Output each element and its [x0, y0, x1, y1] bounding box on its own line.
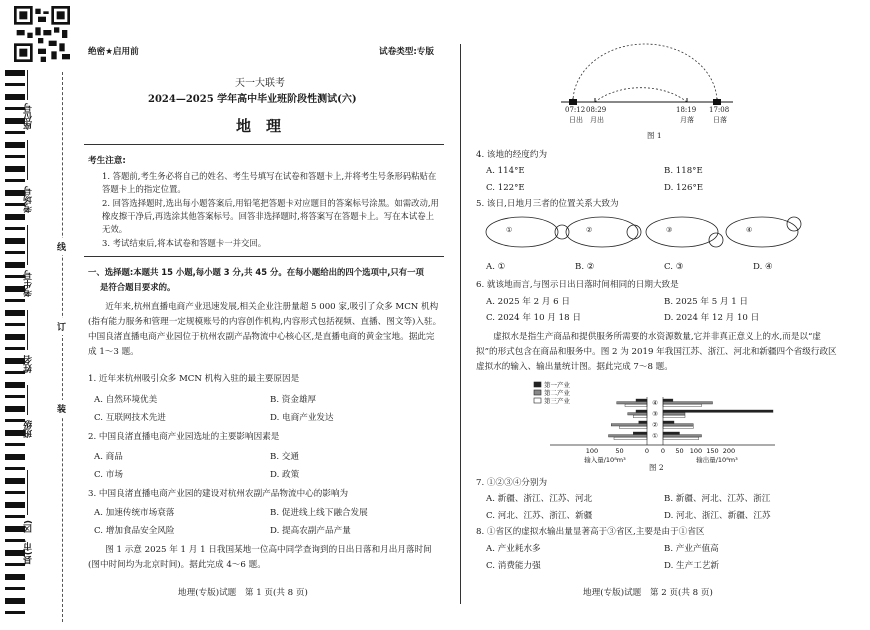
q6-option-d[interactable]: D. 2024 年 12 月 10 日 — [664, 313, 760, 323]
binding-label-room: 考场号 — [24, 186, 34, 213]
bar-input-4-1 — [633, 432, 647, 434]
q2-stem: 2. 中国良渚直播电商产业园选址的主要影响因素是 — [88, 432, 280, 442]
fig1-label-3: 月落 — [680, 116, 694, 124]
cut-line — [62, 72, 63, 622]
q1-option-c[interactable]: C. 互联网技术先进 — [94, 413, 166, 423]
tick-right-2: 100 — [689, 447, 703, 455]
orbit-1-label: ① — [506, 226, 513, 234]
tick-left-1: 100 — [585, 447, 599, 455]
orbit-2-label: ② — [586, 226, 593, 234]
bar-output-1-2 — [663, 402, 713, 404]
q3-option-c[interactable]: C. 增加食品安全风险 — [94, 526, 175, 536]
orbit-3-label: ③ — [666, 226, 673, 234]
q2-option-d[interactable]: D. 政策 — [270, 470, 300, 480]
tick-right-zero: 0 — [660, 447, 666, 455]
tick-left-zero: 0 — [644, 447, 650, 455]
section-heading-cont: 是符合题目要求的。 — [100, 282, 176, 292]
q7-option-a[interactable]: A. 新疆、浙江、江苏、河北 — [486, 494, 593, 504]
note-3: 3. 考试结束后,将本试卷和答题卡一并交回。 — [102, 238, 267, 248]
bar-output-2-3 — [663, 415, 685, 417]
bar-output-2-2 — [663, 413, 685, 415]
passage-3: 虚拟水是指生产商品和提供服务所需要的水资源数量,它并非真正意义上的水,而是以“虚拟”的形式包含在商品和服务中。图 2 为 2019 年我国江苏、浙江、河北和新疆四个省级行政区虚拟水的输入、输出量统计图。据此完成 7～8 题。 — [476, 332, 837, 372]
q4-option-c[interactable]: C. 122°E — [486, 183, 525, 193]
bar-input-2-3 — [633, 415, 647, 417]
q8-option-a[interactable]: A. 产业耗水多 — [486, 544, 541, 554]
bar-input-4-2 — [609, 435, 648, 437]
tick-right-4: 200 — [722, 447, 736, 455]
test-name: 2024—2025 学年高中毕业班阶段性测试(六) — [148, 94, 357, 105]
binding-strip — [0, 0, 76, 630]
orbit-4-label: ④ — [746, 226, 753, 234]
binding-label-county: 县(市、区) — [24, 520, 34, 565]
q8-option-d[interactable]: D. 生产工艺新 — [664, 561, 720, 571]
fig1-label-1: 日出 — [569, 116, 583, 124]
q3-option-d[interactable]: D. 提高农副产品产量 — [270, 526, 351, 536]
legend-label-2: 第二产业 — [544, 389, 570, 397]
row-label-1: ④ — [652, 399, 658, 407]
x-label-input: 输入量/10⁸m³ — [584, 456, 626, 464]
fig1-time-3: 18:19 — [676, 106, 697, 114]
cut-word-2: 订 — [57, 318, 66, 335]
bar-input-2-2 — [628, 413, 647, 415]
bar-output-3-1 — [663, 421, 674, 423]
q1-option-b[interactable]: B. 资金雄厚 — [270, 395, 317, 405]
figure-2-chart — [530, 379, 780, 471]
q4-option-b[interactable]: B. 118°E — [664, 166, 703, 176]
passage-1: 近年来,杭州直播电商产业迅速发展,相关企业注册量超 5 000 家,吸引了众多 MCN 机构(指有能力服务和管理一定规模账号的内容创作机构,内容形式包括视频、直播、图文等)入驻。中国良渚直播电商产业园位于杭州农副产品物流中心核心区,是直播电商的黄金宝地。据此完成 1～3 题。 — [88, 302, 442, 357]
bar-output-2-1 — [663, 410, 773, 412]
orbit-diagrams — [484, 212, 814, 252]
note-1: 1. 答题前,考生务必将自己的姓名、考生号填写在试卷和答题卡上,并将考生号条形码粘贴在答题卡上的指定位置。 — [102, 171, 437, 194]
q4-option-a[interactable]: A. 114°E — [486, 166, 525, 176]
q7-option-b[interactable]: B. 新疆、河北、江苏、浙江 — [664, 494, 771, 504]
fig2-caption: 图 2 — [649, 463, 664, 472]
column-divider — [460, 44, 461, 604]
q8-stem: 8. ①省区的虚拟水输出量显著高于③省区,主要是由于①省区 — [476, 527, 705, 537]
footer-left: 地理(专版)试题 第 1 页(共 8 页) — [178, 588, 308, 598]
bar-input-1-1 — [636, 399, 647, 401]
q1-option-d[interactable]: D. 电商产业发达 — [270, 413, 334, 423]
bar-input-3-2 — [611, 424, 647, 426]
tick-right-3: 150 — [706, 447, 719, 455]
cut-word-3: 装 — [57, 400, 66, 417]
row-label-2: ③ — [652, 410, 658, 418]
q4-option-d[interactable]: D. 126°E — [664, 183, 704, 193]
binding-label-name: 姓名 — [24, 355, 34, 373]
q1-stem: 1. 近年来杭州吸引众多 MCN 机构入驻的最主要原因是 — [88, 374, 300, 384]
bar-input-3-3 — [620, 426, 648, 428]
q1-option-a[interactable]: A. 自然环境优美 — [94, 395, 158, 405]
q2-option-b[interactable]: B. 交通 — [270, 452, 299, 462]
row-label-4: ① — [652, 432, 658, 440]
q3-option-b[interactable]: B. 促进线上线下融合发展 — [270, 508, 368, 518]
bar-output-4-2 — [663, 435, 702, 437]
section-heading: 一、选择题:本题共 15 小题,每小题 3 分,共 45 分。在每小题给出的四个选项中,只有一项 — [88, 267, 424, 277]
legend-label-3: 第三产业 — [544, 397, 570, 405]
legend-swatch-3 — [534, 398, 541, 403]
page-title: 地 理 — [236, 117, 282, 135]
bar-output-3-2 — [663, 424, 693, 426]
q7-option-d[interactable]: D. 河北、浙江、新疆、江苏 — [664, 511, 771, 521]
fig1-time-4: 17:08 — [709, 106, 730, 114]
q8-option-b[interactable]: B. 产业产值高 — [664, 544, 719, 554]
secret-label: 绝密★启用前 — [88, 47, 139, 57]
bar-output-3-3 — [663, 426, 693, 428]
fig1-label-4: 日落 — [713, 116, 727, 124]
row-label-3: ② — [652, 421, 658, 429]
q7-option-c[interactable]: C. 河北、江苏、浙江、新疆 — [486, 511, 593, 521]
notes-heading: 考生注意: — [88, 156, 126, 166]
q5-option-c[interactable]: C. ③ — [664, 262, 684, 272]
fig1-time-1: 07:12 — [565, 106, 586, 114]
q6-option-a[interactable]: A. 2025 年 2 月 6 日 — [486, 297, 570, 307]
binding-label-seat: 座位号 — [24, 103, 34, 130]
q7-stem: 7. ①②③④分别为 — [476, 478, 548, 488]
bar-output-4-1 — [663, 432, 680, 434]
q3-option-a[interactable]: A. 加速传统市场衰落 — [94, 508, 175, 518]
org-name: 天一大联考 — [235, 78, 285, 89]
bar-output-1-3 — [663, 404, 702, 406]
header-rule — [84, 144, 444, 145]
x-label-output: 输出量/10⁸m³ — [696, 456, 738, 464]
paper-type: 试卷类型:专版 — [379, 47, 434, 57]
legend-swatch-1 — [534, 382, 541, 387]
qr-code-icon — [14, 6, 70, 62]
binding-label-candidate: 考生号 — [24, 270, 34, 297]
q5-option-a[interactable]: A. ① — [486, 262, 506, 272]
tick-right-1: 50 — [675, 447, 684, 455]
binding-label-class: 班级 — [24, 420, 34, 438]
bar-input-2-1 — [636, 410, 647, 412]
notes-rule — [84, 256, 444, 257]
bar-output-4-3 — [663, 437, 699, 439]
q2-option-c[interactable]: C. 市场 — [94, 470, 123, 480]
passage-2: 图 1 示意 2025 年 1 月 1 日我国某地一位高中同学查询到的日出日落和月出月落时间(图中时间均为北京时间)。据此完成 4～6 题。 — [88, 545, 432, 570]
q5-option-b[interactable]: B. ② — [575, 262, 595, 272]
q3-stem: 3. 中国良渚直播电商产业园的建设对杭州农副产品物流中心的影响为 — [88, 489, 349, 499]
note-2: 2. 回答选择题时,选出每小题答案后,用铅笔把答题卡对应题目的答案标号涂黑。如需改动,用橡皮擦干净后,再选涂其他答案标号。回答非选择题时,将答案写在答题卡上。写在本试卷上无效。 — [102, 198, 439, 234]
fig1-caption: 图 1 — [647, 131, 662, 140]
q5-stem: 5. 该日,日地月三者的位置关系大致为 — [476, 199, 619, 209]
q6-option-c[interactable]: C. 2024 年 10 月 18 日 — [486, 313, 581, 323]
tick-left-2: 50 — [615, 447, 624, 455]
q2-option-a[interactable]: A. 商品 — [94, 452, 123, 462]
bar-input-3-1 — [639, 421, 647, 423]
bar-output-1-1 — [663, 399, 673, 401]
q8-option-c[interactable]: C. 消费能力强 — [486, 561, 541, 571]
q6-stem: 6. 就该地而言,与图示日出日落时间相同的日期大致是 — [476, 280, 679, 290]
legend-label-1: 第一产业 — [544, 381, 570, 389]
bar-input-1-3 — [625, 404, 647, 406]
q4-stem: 4. 该地的经度约为 — [476, 150, 548, 160]
footer-right: 地理(专版)试题 第 2 页(共 8 页) — [583, 588, 713, 598]
bar-input-1-2 — [617, 402, 647, 404]
bar-input-4-3 — [614, 437, 647, 439]
q6-option-b[interactable]: B. 2025 年 5 月 1 日 — [664, 297, 749, 307]
fig1-time-2: 08:29 — [586, 106, 607, 114]
legend-swatch-2 — [534, 390, 541, 395]
fig1-label-2: 月出 — [590, 116, 604, 124]
q5-option-d[interactable]: D. ④ — [753, 262, 773, 272]
cut-word-1: 线 — [57, 238, 66, 255]
